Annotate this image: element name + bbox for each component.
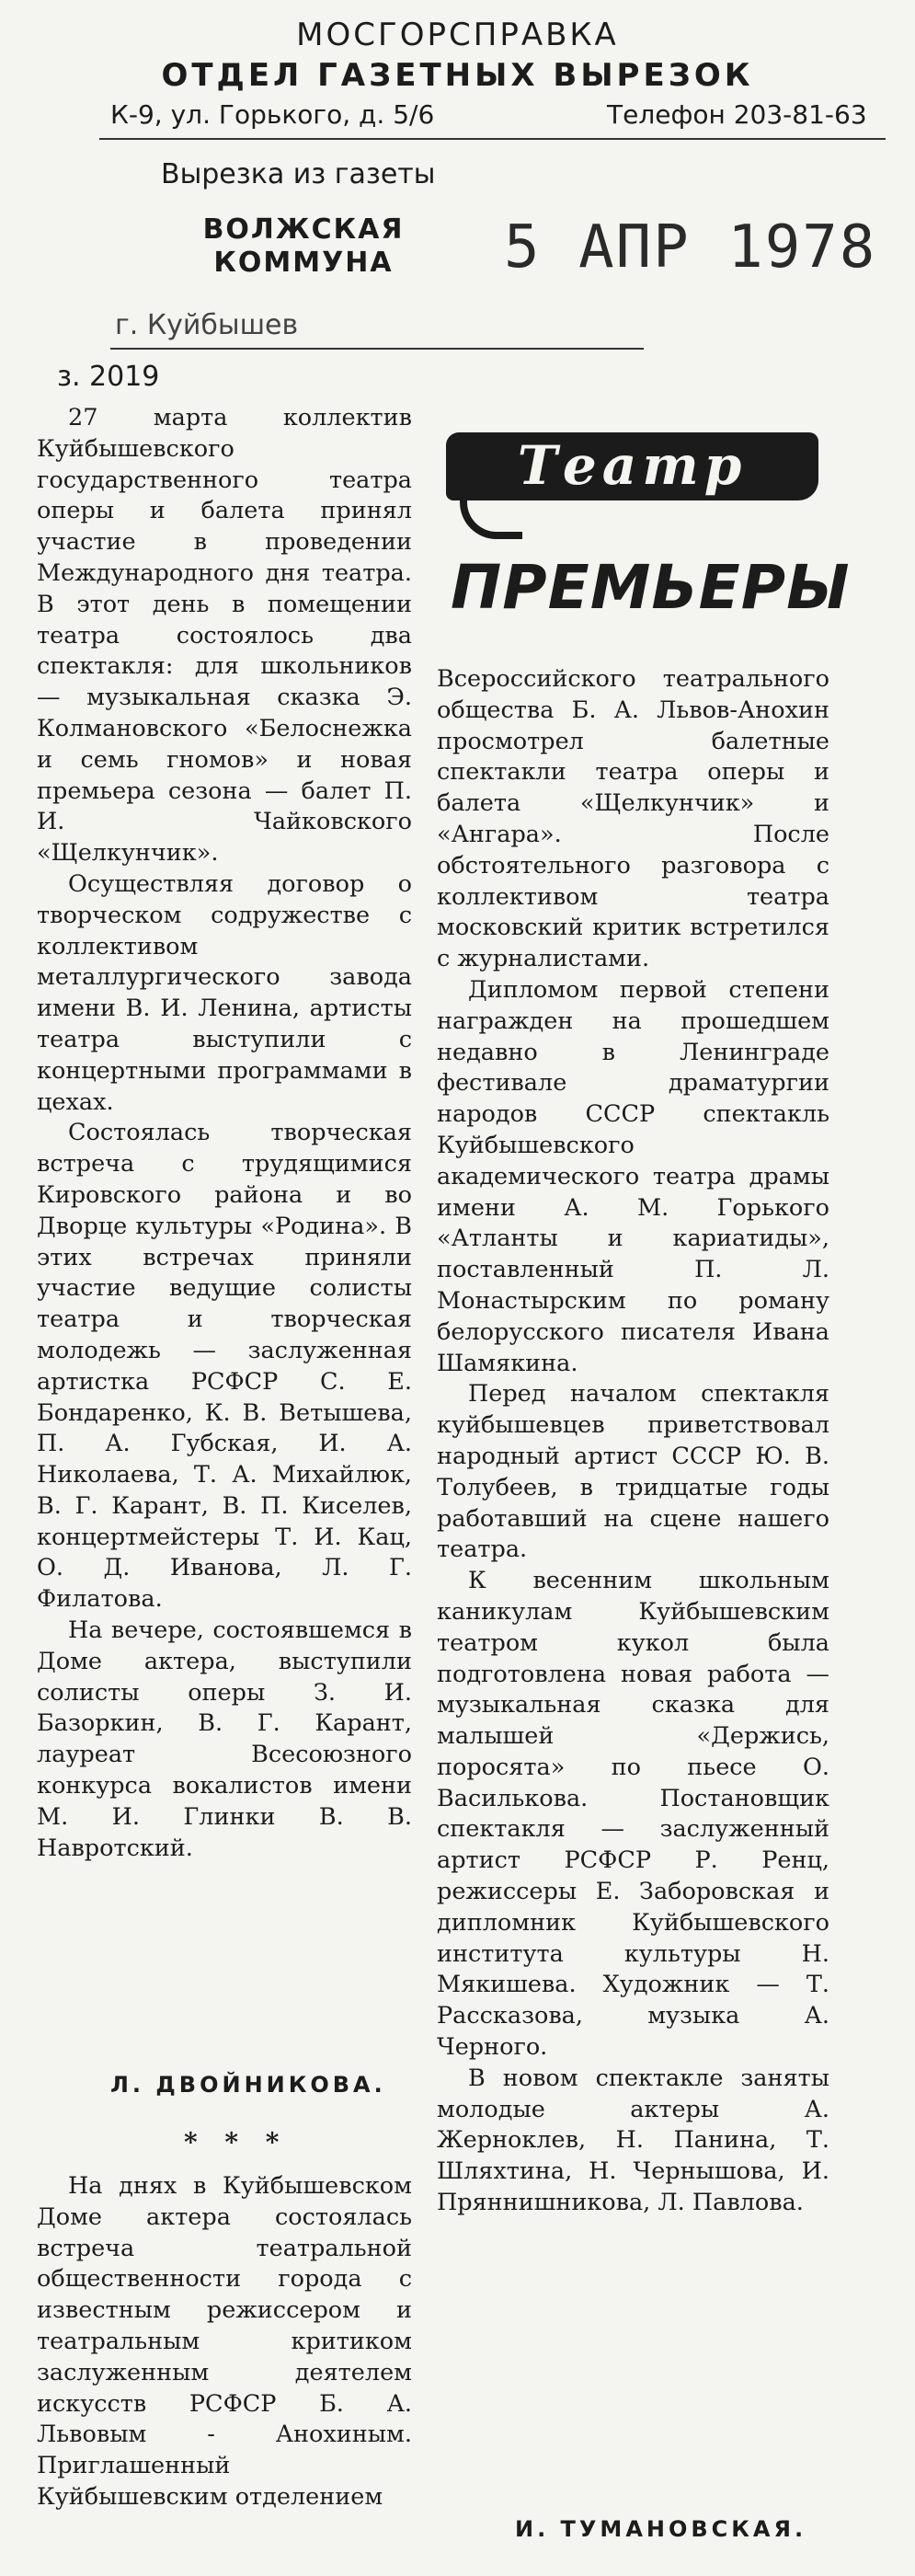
date-stamp: 5 АПР 1978	[504, 213, 877, 282]
right-column	[437, 664, 829, 2219]
article2-left-column	[37, 2171, 412, 2513]
banner-flourish	[460, 495, 522, 539]
article1-paragraph: На вечере, состоявшемся в Доме актера, выступили солисты оперы З. И. Базоркин, В. Г. Карант, лауреат Всесоюзного конкурса вокалистов имени М. И. Глинки В. В. Навротский.	[37, 1616, 412, 1862]
org-name: МОСГОРСПРАВКА	[296, 17, 619, 53]
order-number: з. 2019	[57, 361, 160, 393]
rubric-title: ПРЕМЬЕРЫ	[451, 552, 851, 623]
newspaper-name-line2: КОММУНА	[213, 247, 394, 279]
city-rule	[110, 348, 644, 350]
separator: * * *	[184, 2127, 289, 2157]
left-column	[37, 403, 412, 1864]
city: г. Куйбышев	[115, 309, 299, 341]
article1-paragraph: Состоялась творческая встреча с трудящимися Кировского района и во Дворце культуры «Родина». В этих встречах приняли участие ведущие солисты театра и творческая молодежь — заслуженная артистка РСФСР С. Е. Бондаренко, К. В. Ветышева, П. А. Губская, И. А. Николаева, Т. А. Михайлюк, В. Г. Карант, В. П. Киселев, концертмейстеры Т. И. Кац, О. Д. Иванова, Л. Г. Филатова.	[37, 1119, 412, 1614]
article2-paragraph: В новом спектакле заняты молодые актеры А. Жерноклев, Н. Панина, Т. Шляхтина, Н. Чернышова, И. Пряннишникова, Л. Павлова.	[437, 2064, 829, 2217]
clipping-label: Вырезка из газеты	[161, 158, 436, 190]
article2-signature: И. ТУМАНОВСКАЯ.	[515, 2516, 807, 2542]
header-rule	[99, 138, 886, 140]
department-name: ОТДЕЛ ГАЗЕТНЫХ ВЫРЕЗОК	[161, 57, 754, 94]
phone: Телефон 203-81-63	[607, 99, 867, 130]
article1-paragraph: Осуществляя договор о творческом содружестве с коллективом металлургического завода имени В. И. Ленина, артисты театра выступили с концертными программами в цехах.	[37, 869, 412, 1116]
rubric-banner-text: Театр	[517, 434, 748, 497]
article2-paragraph: К весенним школьным каникулам Куйбышевским театром кукол была подготовлена новая работа — музыкальная сказка для малышей «Держись, поросята» по пьесе О. Васильковa. Постановщик спектакля — заслуженный артист РСФСР Р. Ренц, режиссеры Е. Заборовская и дипломник Куйбышевского института культуры Н. Мякишева. Художник — Т. Рассказова, музыка А. Черного.	[437, 1567, 829, 2062]
article2-paragraph: Перед началом спектакля куйбышевцев приветствовал народный артист СССР Ю. В. Толубеев, в тридцатые годы работавший на сцене нашего театра.	[437, 1380, 829, 1564]
newspaper-name-line1: ВОЛЖСКАЯ	[202, 213, 405, 246]
article1-paragraph: 27 марта коллектив Куйбышевского государственного театра оперы и балета принял участие в проведении Международного дня театра. В этот день в помещении театра состоялось два спектакля: для школьников — музыкальная сказка Э. Колмановского «Белоснежка и семь гномов» и новая премьера сезона — балет П. И. Чайковского «Щелкунчик».	[37, 404, 412, 868]
article1-signature: Л. ДВОЙНИКОВА.	[110, 2072, 386, 2098]
article2-paragraph: Всероссийского театрального общества Б. А. Львов-Анохин просмотрел балетные спектакли театра оперы и балета «Щелкунчик» и «Ангара». После обстоятельного разговора с коллективом театра московский критик встретился с журналистами.	[437, 665, 829, 973]
rubric-banner	[446, 432, 818, 500]
article2-paragraph: На днях в Куйбышевском Доме актера состоялась встреча театральной общественности города с известным режиссером и театральным критиком заслуженным деятелем искусств РСФСР Б. А. Львовым - Анохиным. Приглашенный Куйбышевским отделением	[37, 2172, 412, 2511]
article2-paragraph: Дипломом первой степени награжден на прошедшем недавно в Ленинграде фестивале драматургии народов СССР спектакль Куйбышевского академического театра драмы имени А. М. Горького «Атланты и кариатиды», поставленный П. Л. Монастырским по роману белорусского писателя Ивана Шамякина.	[437, 975, 829, 1377]
newspaper-name	[184, 213, 423, 280]
address: К-9, ул. Горького, д. 5/6	[110, 99, 435, 130]
